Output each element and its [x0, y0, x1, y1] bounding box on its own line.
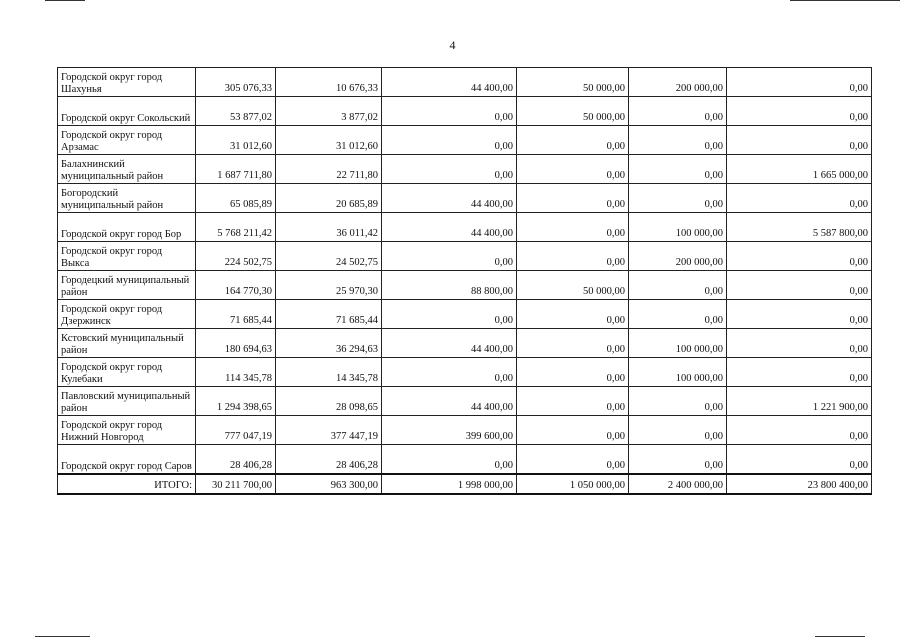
amount-cell: 50 000,00 [517, 68, 629, 97]
table-row [58, 387, 872, 416]
amount-cell: 0,00 [517, 358, 629, 387]
amount-cell: 0,00 [382, 97, 517, 126]
amount-cell: 71 685,44 [196, 300, 276, 329]
total-amount-cell: 963 300,00 [276, 474, 382, 494]
amount-cell: 0,00 [382, 445, 517, 475]
amount-cell: 777 047,19 [196, 416, 276, 445]
amount-cell: 114 345,78 [196, 358, 276, 387]
table-row [58, 300, 872, 329]
amount-cell: 305 076,33 [196, 68, 276, 97]
amount-cell: 0,00 [517, 445, 629, 475]
amount-cell: 0,00 [629, 445, 727, 475]
amount-cell: 164 770,30 [196, 271, 276, 300]
amount-cell: 24 502,75 [276, 242, 382, 271]
amount-cell: 0,00 [517, 213, 629, 242]
amount-cell: 0,00 [517, 416, 629, 445]
page-number: 4 [449, 38, 456, 52]
amount-cell: 31 012,60 [196, 126, 276, 155]
amount-cell: 0,00 [629, 97, 727, 126]
amount-cell: 0,00 [727, 300, 872, 329]
amount-cell: 0,00 [727, 445, 872, 475]
amount-cell: 0,00 [382, 242, 517, 271]
amount-cell: 0,00 [517, 126, 629, 155]
amount-cell: 44 400,00 [382, 387, 517, 416]
table-row [58, 126, 872, 155]
amount-cell: 0,00 [727, 329, 872, 358]
amount-cell: 0,00 [517, 184, 629, 213]
amount-cell: 0,00 [727, 242, 872, 271]
amount-cell: 50 000,00 [517, 97, 629, 126]
amount-cell: 20 685,89 [276, 184, 382, 213]
amount-cell: 5 768 211,42 [196, 213, 276, 242]
municipality-name-cell: Кстовский муниципальный район [58, 329, 196, 358]
amount-cell: 200 000,00 [629, 68, 727, 97]
municipality-name-cell: Городской округ город Дзержинск [58, 300, 196, 329]
amount-cell: 0,00 [629, 387, 727, 416]
amount-cell: 200 000,00 [629, 242, 727, 271]
amount-cell: 0,00 [629, 126, 727, 155]
municipality-name-cell: Городской округ город Бор [58, 213, 196, 242]
amount-cell: 0,00 [727, 271, 872, 300]
amount-cell: 0,00 [517, 329, 629, 358]
total-amount-cell: 1 998 000,00 [382, 474, 517, 494]
amount-cell: 0,00 [382, 358, 517, 387]
amount-cell: 0,00 [727, 184, 872, 213]
municipality-name-cell: Городской округ город Кулебаки [58, 358, 196, 387]
amount-cell: 1 665 000,00 [727, 155, 872, 184]
amount-cell: 0,00 [727, 416, 872, 445]
amount-cell: 44 400,00 [382, 68, 517, 97]
scan-edge-mark [790, 0, 900, 1]
municipality-name-cell: Городской округ город Выкса [58, 242, 196, 271]
amount-cell: 14 345,78 [276, 358, 382, 387]
table-row [58, 97, 872, 126]
table-row [58, 416, 872, 445]
municipality-name-cell: Городецкий муниципальный район [58, 271, 196, 300]
amount-cell: 28 406,28 [196, 445, 276, 475]
amount-cell: 0,00 [382, 300, 517, 329]
amount-cell: 0,00 [629, 155, 727, 184]
amount-cell: 28 406,28 [276, 445, 382, 475]
amount-cell: 65 085,89 [196, 184, 276, 213]
amount-cell: 0,00 [629, 416, 727, 445]
amount-cell: 50 000,00 [517, 271, 629, 300]
amount-cell: 44 400,00 [382, 184, 517, 213]
table-row [58, 213, 872, 242]
amount-cell: 0,00 [727, 97, 872, 126]
amount-cell: 0,00 [517, 300, 629, 329]
total-amount-cell: 1 050 000,00 [517, 474, 629, 494]
table-row [58, 329, 872, 358]
total-label: ИТОГО: [58, 474, 196, 494]
amount-cell: 0,00 [382, 155, 517, 184]
table-row [58, 184, 872, 213]
amount-cell: 1 687 711,80 [196, 155, 276, 184]
table-row [58, 358, 872, 387]
amount-cell: 36 011,42 [276, 213, 382, 242]
amount-cell: 1 294 398,65 [196, 387, 276, 416]
amount-cell: 0,00 [517, 242, 629, 271]
amount-cell: 0,00 [629, 184, 727, 213]
amount-cell: 44 400,00 [382, 213, 517, 242]
municipality-name-cell: Балахнинский муниципальный район [58, 155, 196, 184]
amount-cell: 31 012,60 [276, 126, 382, 155]
table-row [58, 445, 872, 475]
scan-edge-mark [45, 0, 85, 1]
amount-cell: 3 877,02 [276, 97, 382, 126]
table-row [58, 68, 872, 97]
amount-cell: 377 447,19 [276, 416, 382, 445]
amount-cell: 22 711,80 [276, 155, 382, 184]
amount-cell: 399 600,00 [382, 416, 517, 445]
municipality-name-cell: Городской округ город Нижний Новгород [58, 416, 196, 445]
amount-cell: 5 587 800,00 [727, 213, 872, 242]
amount-cell: 100 000,00 [629, 329, 727, 358]
amount-cell: 100 000,00 [629, 213, 727, 242]
budget-allocation-table [57, 67, 872, 495]
amount-cell: 28 098,65 [276, 387, 382, 416]
amount-cell: 0,00 [382, 126, 517, 155]
scan-edge-mark [35, 636, 90, 637]
amount-cell: 0,00 [727, 68, 872, 97]
amount-cell: 1 221 900,00 [727, 387, 872, 416]
amount-cell: 53 877,02 [196, 97, 276, 126]
table-row [58, 155, 872, 184]
amount-cell: 180 694,63 [196, 329, 276, 358]
total-row [58, 474, 872, 494]
amount-cell: 0,00 [629, 300, 727, 329]
table-row [58, 271, 872, 300]
amount-cell: 44 400,00 [382, 329, 517, 358]
amount-cell: 0,00 [517, 155, 629, 184]
amount-cell: 0,00 [727, 126, 872, 155]
amount-cell: 224 502,75 [196, 242, 276, 271]
municipality-name-cell: Павловский муниципальный район [58, 387, 196, 416]
amount-cell: 100 000,00 [629, 358, 727, 387]
amount-cell: 71 685,44 [276, 300, 382, 329]
municipality-name-cell: Городской округ город Шахунья [58, 68, 196, 97]
amount-cell: 0,00 [517, 387, 629, 416]
scan-edge-mark [815, 636, 865, 637]
amount-cell: 25 970,30 [276, 271, 382, 300]
municipality-name-cell: Городской округ город Арзамас [58, 126, 196, 155]
table-row [58, 242, 872, 271]
total-amount-cell: 2 400 000,00 [629, 474, 727, 494]
municipality-name-cell: Богородский муниципальный район [58, 184, 196, 213]
amount-cell: 0,00 [727, 358, 872, 387]
amount-cell: 88 800,00 [382, 271, 517, 300]
total-amount-cell: 30 211 700,00 [196, 474, 276, 494]
amount-cell: 10 676,33 [276, 68, 382, 97]
amount-cell: 36 294,63 [276, 329, 382, 358]
total-amount-cell: 23 800 400,00 [727, 474, 872, 494]
municipality-name-cell: Городской округ Сокольский [58, 97, 196, 126]
table-body [58, 68, 872, 495]
amount-cell: 0,00 [629, 271, 727, 300]
municipality-name-cell: Городской округ город Саров [58, 445, 196, 475]
